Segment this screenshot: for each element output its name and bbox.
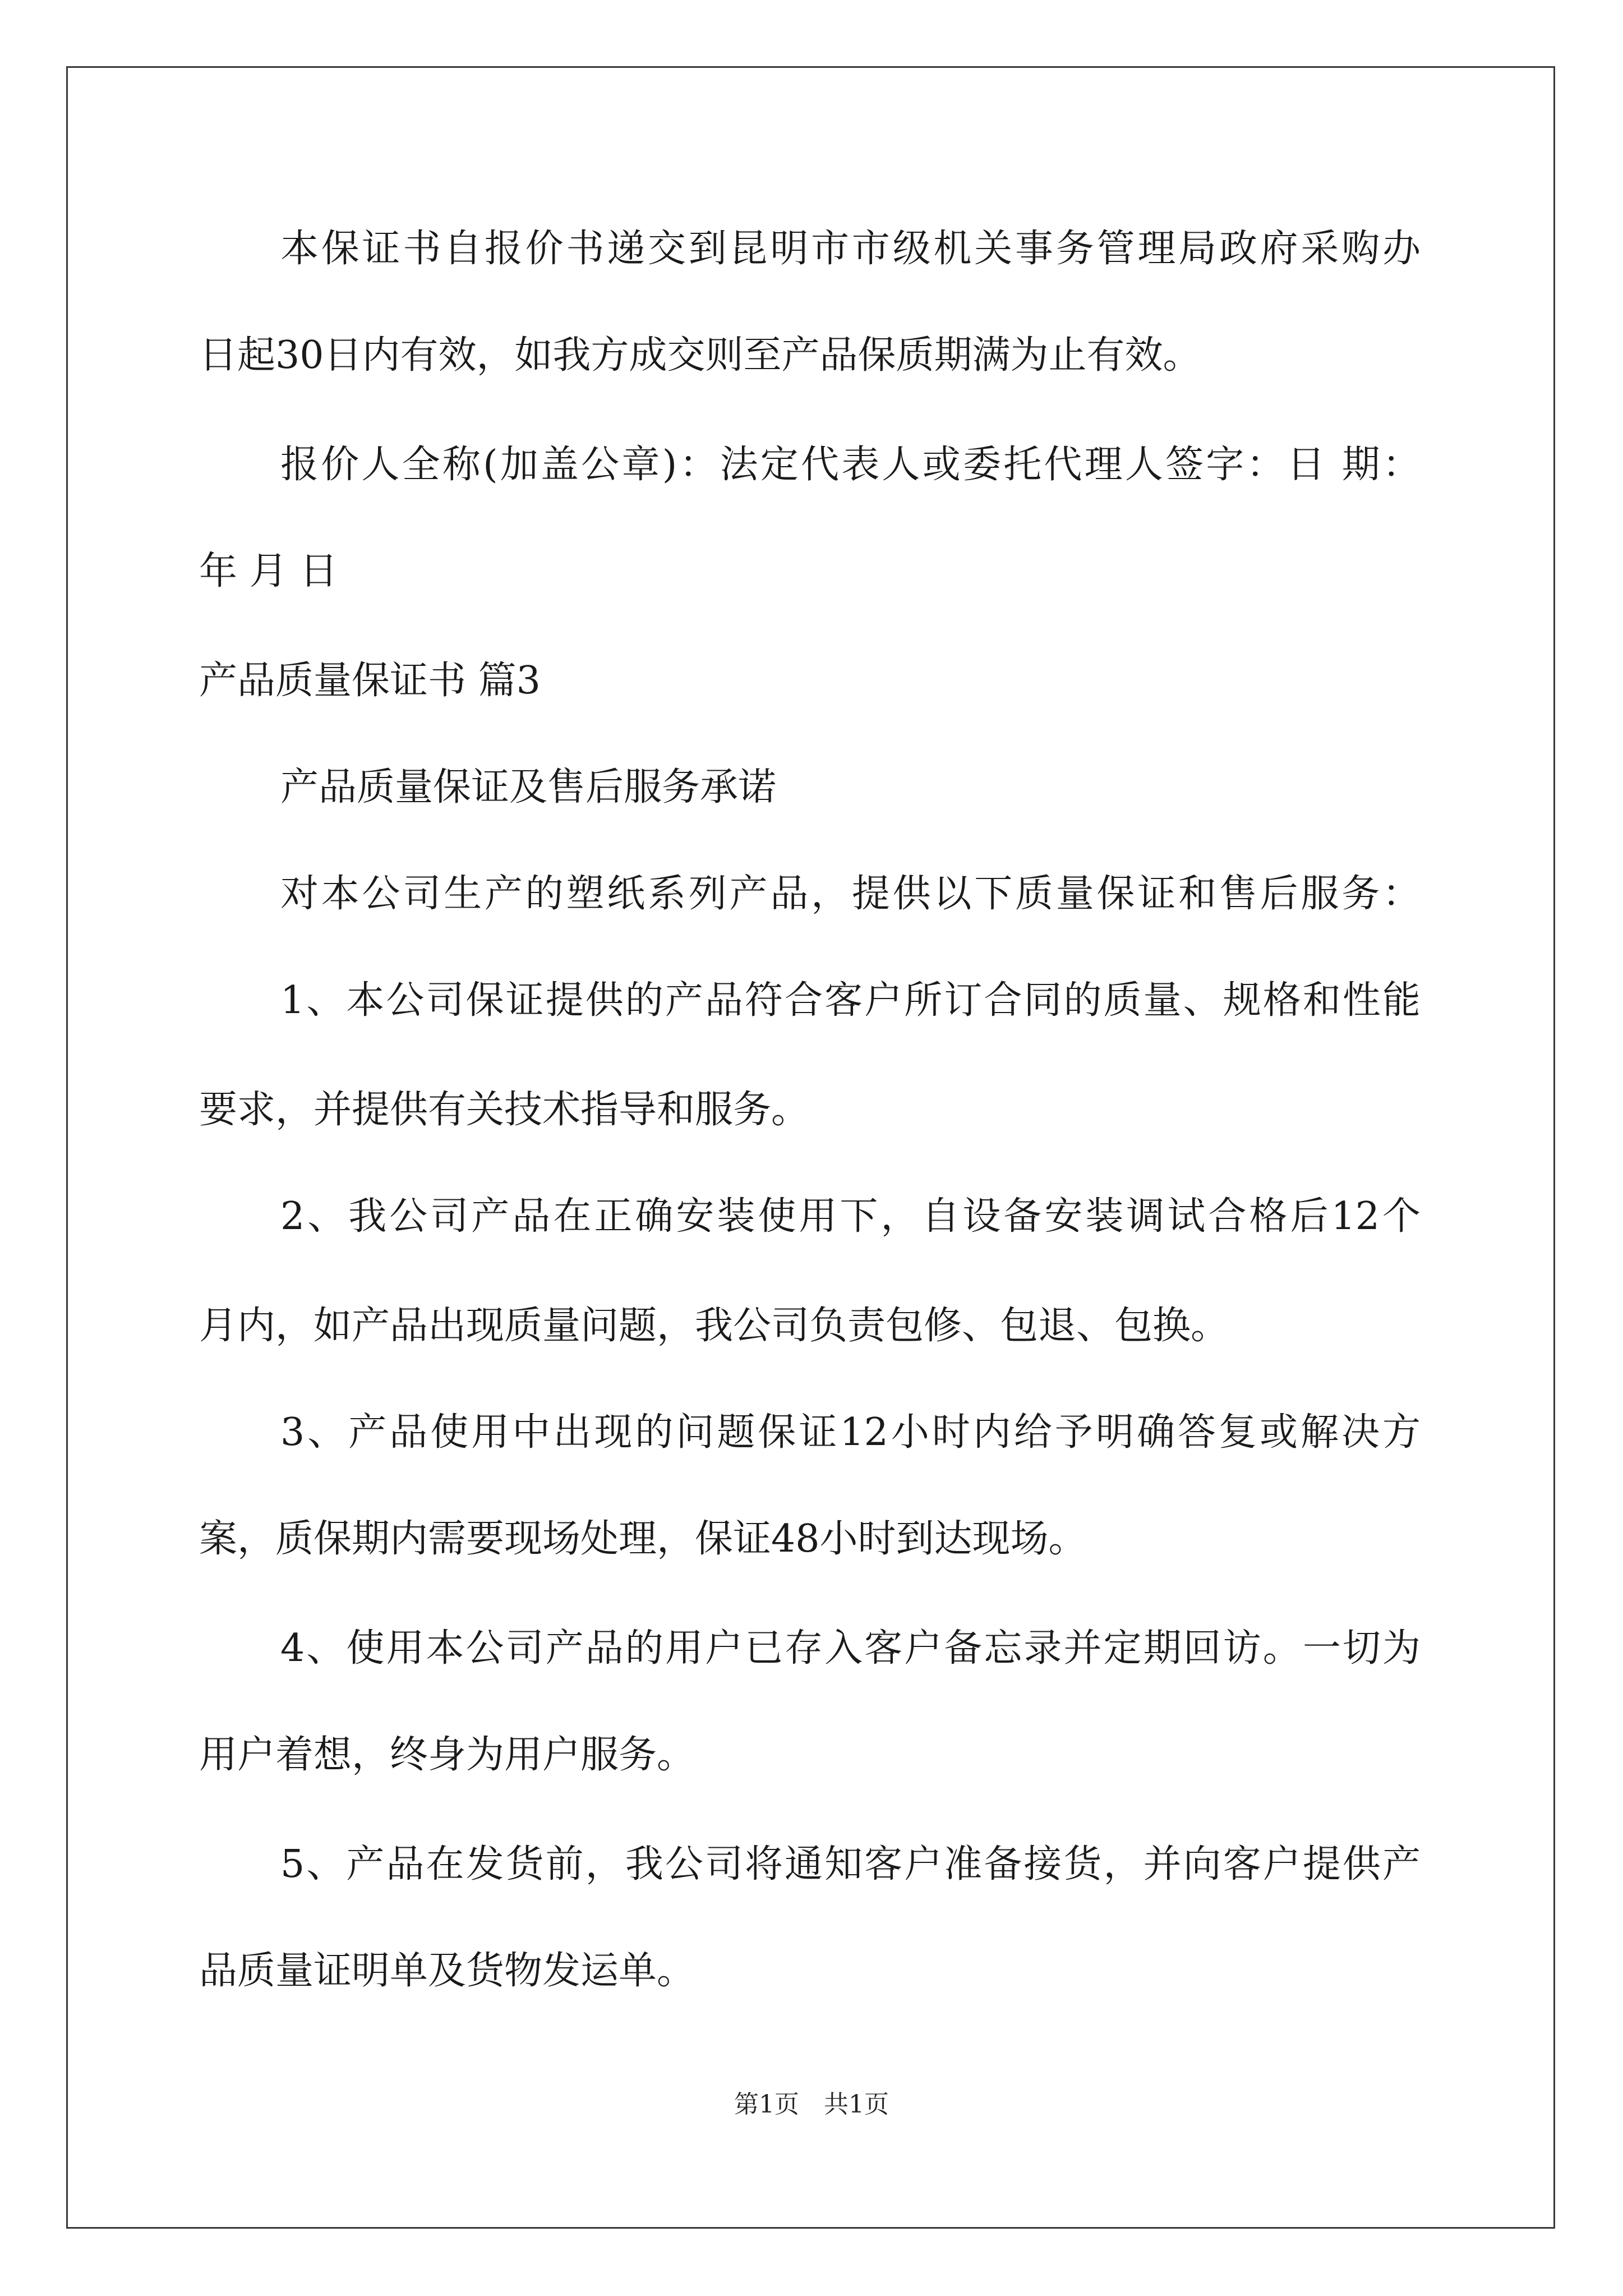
list-item-line: 4、使用本公司产品的用户已存入客户备忘录并定期回访。一切为	[280, 1626, 1421, 1671]
page-footer: 第1页 共1页	[734, 2090, 889, 2119]
list-item-line: 2、我公司产品在正确安装使用下，自设备安装调试合格后12个	[280, 1194, 1421, 1239]
section-heading: 产品质量保证书 篇3	[199, 659, 541, 703]
paragraph-line: 对本公司生产的塑纸系列产品，提供以下质量保证和售后服务：	[280, 872, 1421, 916]
page-border	[66, 66, 1555, 2229]
paragraph-line: 报价人全称(加盖公章)：法定代表人或委托代理人签字：日 期：	[280, 443, 1421, 487]
paragraph-line: 日起30日内有效，如我方成交则至产品保质期满为止有效。	[199, 333, 1201, 378]
list-item-line: 案，质保期内需要现场处理，保证48小时到达现场。	[199, 1517, 1087, 1561]
list-item-line: 5、产品在发货前，我公司将通知客户准备接货，并向客户提供产	[280, 1842, 1421, 1887]
list-item-line: 3、产品使用中出现的问题保证12小时内给予明确答复或解决方	[280, 1410, 1421, 1455]
paragraph-heading: 产品质量保证及售后服务承诺	[280, 765, 777, 809]
paragraph-line: 年 月 日	[199, 549, 338, 593]
list-item-line: 要求，并提供有关技术指导和服务。	[199, 1088, 810, 1132]
list-item-line: 用户着想，终身为用户服务。	[199, 1733, 695, 1777]
list-item-line: 月内，如产品出现质量问题，我公司负责包修、包退、包换。	[199, 1304, 1229, 1348]
list-item-line: 品质量证明单及货物发运单。	[199, 1949, 695, 1993]
list-item-line: 1、本公司保证提供的产品符合客户所订合同的质量、规格和性能	[280, 978, 1421, 1023]
paragraph-line: 本保证书自报价书递交到昆明市市级机关事务管理局政府采购办	[280, 227, 1421, 271]
